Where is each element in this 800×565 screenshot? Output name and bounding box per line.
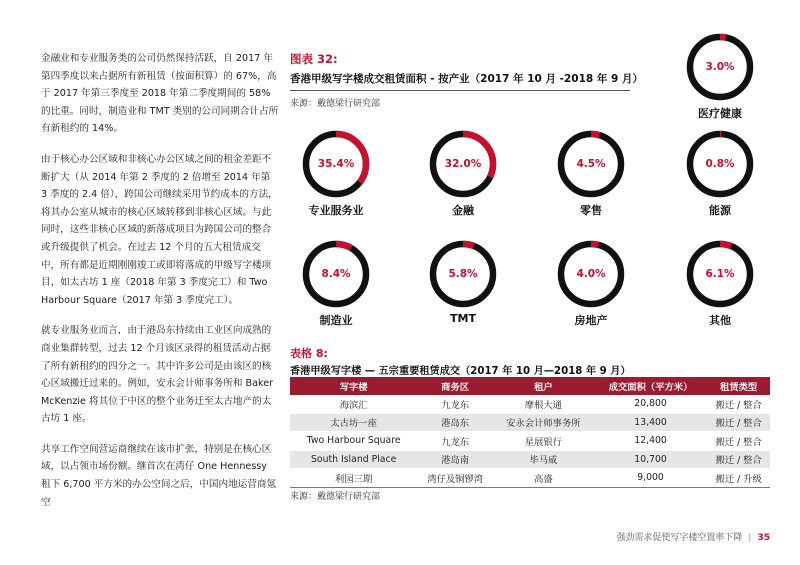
donut-value: 6.1%: [705, 268, 735, 280]
cell-tenant: 高盛: [493, 469, 594, 488]
cell-tenant: 摩根大通: [493, 395, 594, 413]
table-header-row: [290, 377, 770, 395]
cell-type: 搬迁 / 升级: [707, 469, 770, 488]
donut-label: 专业服务业: [308, 204, 364, 217]
donut-value: 32.0%: [444, 158, 482, 170]
donut-label: 能源: [709, 204, 731, 217]
paragraph-4: 共享工作空间营运商继续在该市扩张，特别是在核心区域，以占领市场份额。继首次在湾仔 One Hennessy 租下 6,700 平方米的办公空间之后，中国内地运营商氪空: [41, 443, 277, 508]
page-footer: [616, 530, 770, 543]
footer-title: 强劲需求促使写字楼空置率下降: [616, 533, 743, 543]
donut-value: 4.5%: [576, 158, 606, 170]
cell-district: 九龙东: [417, 395, 493, 413]
donut-2: [302, 130, 374, 217]
donut-label: 制造业: [319, 314, 353, 327]
cell-area: 12,400: [594, 432, 707, 451]
header-area: 成交面积（平方米）: [594, 377, 707, 395]
paragraph-3: 就专业服务业而言，由于港岛东持续由工业区向成熟的商业集群转型，过去 12 个月该区录得的租赁活动占据了所有新租约的四分之一。其中许多公司是由该区的核心区域搬迁过来的。例如，安永会计师事务所和 Baker McKenzie 将其位于中区的整个业务迁至太古地产的太古坊 1 座。: [41, 325, 274, 425]
table-source: 来源：戴德梁行研究部: [290, 492, 381, 502]
page-number: 35: [757, 533, 770, 543]
donut-6: [302, 240, 374, 327]
donut-value: 8.4%: [321, 268, 351, 280]
donut-1: [686, 33, 758, 120]
donut-5: [686, 130, 758, 217]
cell-type: 搬迁 / 整合: [707, 432, 770, 451]
cell-tenant: 星展银行: [493, 432, 594, 451]
cell-type: 搬迁 / 整合: [707, 413, 770, 432]
paragraph-1: 金融业和专业服务类的公司仍然保持活跃，自 2017 年第四季度以来占据所有新租赁（按面积算）的 67%，高于 2017 年第三季度至 2018 年第二季度期间的 58%的比重。同时，制造业和 TMT 类别的公司同期合计占所有新租约的 14%。: [41, 53, 279, 135]
body-text: [41, 50, 279, 524]
donut-9: [686, 240, 758, 327]
table-label: 表格 8:: [290, 347, 328, 360]
table-divider: [290, 487, 770, 488]
donut-value: 0.8%: [705, 158, 735, 170]
cell-district: 港岛东: [417, 413, 493, 432]
donut-label: 其他: [709, 314, 731, 327]
figure-divider: [290, 90, 630, 91]
donut-3: [429, 130, 501, 217]
cell-type: 搬迁 / 整合: [707, 450, 770, 469]
cell-building: 利园三期: [290, 469, 417, 488]
cell-tenant: 毕马威: [493, 450, 594, 469]
cell-area: 20,800: [594, 395, 707, 413]
cell-tenant: 安永会计师事务所: [493, 413, 594, 432]
cell-building: South Island Place: [290, 450, 417, 469]
header-district: 商务区: [417, 377, 493, 395]
figure-label: 图表 32:: [290, 52, 338, 66]
cell-area: 9,000: [594, 469, 707, 488]
header-building: 写字楼: [290, 377, 417, 395]
donut-label: 医疗健康: [698, 107, 742, 120]
figure-title: 香港甲级写字楼成交租赁面积 - 按产业（2017 年 10 月 -2018 年 9 月）: [290, 73, 643, 85]
donut-label: TMT: [450, 312, 476, 325]
cell-area: 10,700: [594, 450, 707, 469]
header-type: 租赁类型: [707, 377, 770, 395]
donut-label: 房地产: [574, 314, 608, 327]
cell-area: 13,400: [594, 413, 707, 432]
cell-building: 海滨汇: [290, 395, 417, 413]
donut-value: 5.8%: [448, 268, 478, 280]
header-tenant: 租户: [493, 377, 594, 395]
figure-source: 来源：戴德梁行研究部: [290, 99, 381, 109]
table-row: [290, 413, 770, 432]
donut-value: 4.0%: [576, 268, 606, 280]
cell-building: 太古坊一座: [290, 413, 417, 432]
donut-label: 金融: [452, 204, 474, 217]
table-row: [290, 395, 770, 413]
cell-district: 九龙东: [417, 432, 493, 451]
leasing-deals-table: [290, 377, 770, 488]
donut-4: [557, 130, 629, 217]
footer-separator: |: [748, 533, 752, 543]
table-row: [290, 432, 770, 451]
paragraph-2: 由于核心办公区域和非核心办公区域之间的租金差距不断扩大（从 2014 年第 2 季度的 2 倍增至 2014 年第 3 季度的 2.4 倍），跨国公司继续采用节约成本的方法，将其办公室从城市的核心区域转移到非核心区域。与此同时，这些非核心区域的新落成项目为跨国公司的整合或升级提供了机会。在过去 12 个月的五大租赁成交中，所有都是近期刚刚竣工或即将落成的甲级写字楼项目，如太古坊 1 座（2018 年第 3 季度完工）和 Two Harbour Square（2017 年第 3 季度完工）。: [41, 153, 278, 306]
donut-8: [557, 240, 629, 327]
cell-type: 搬迁 / 整合: [707, 395, 770, 413]
table-row: [290, 450, 770, 469]
donut-7: [429, 240, 501, 325]
cell-district: 湾仔及铜锣湾: [417, 469, 493, 488]
cell-building: Two Harbour Square: [290, 432, 417, 451]
cell-district: 港岛南: [417, 450, 493, 469]
donut-value: 35.4%: [317, 158, 355, 170]
table-title: 香港甲级写字楼 — 五宗重要租赁成交（2017 年 10 月—2018 年 9 月）: [290, 366, 631, 377]
donut-value: 3.0%: [705, 61, 735, 73]
table-row: [290, 469, 770, 488]
donut-label: 零售: [580, 204, 602, 217]
